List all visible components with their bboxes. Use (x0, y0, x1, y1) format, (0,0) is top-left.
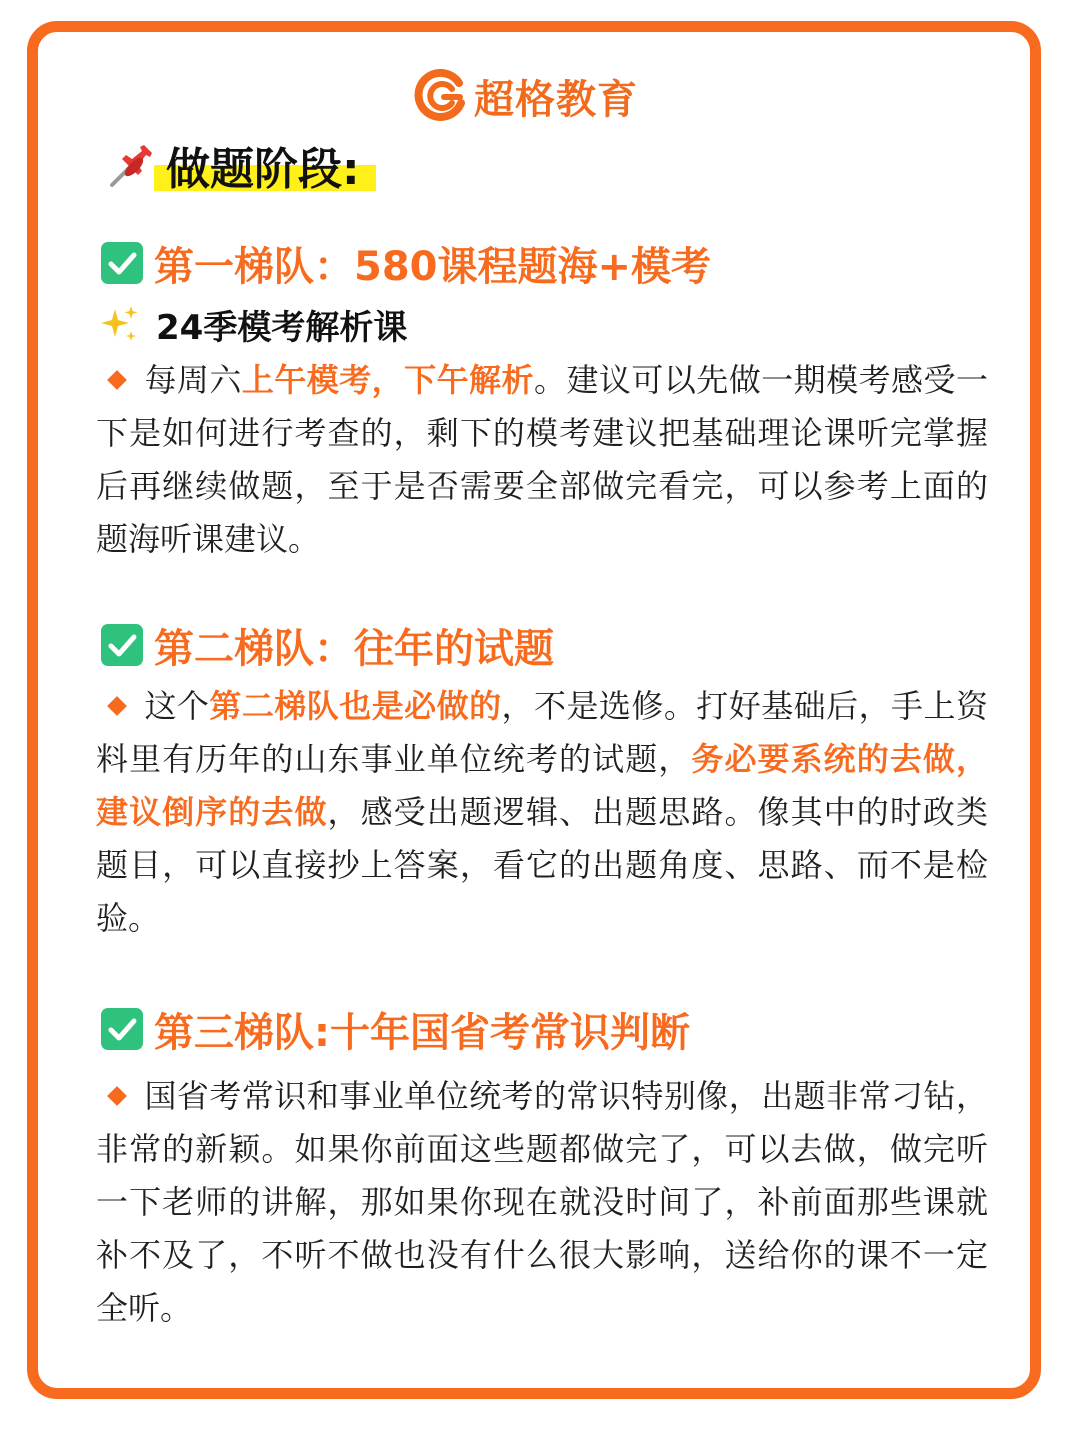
paragraph-highlight: 务必要系统的去做，建议倒序的去做 (96, 740, 988, 831)
checkmark-icon (100, 241, 144, 285)
paragraph-text: ，感受出题逻辑、出题思路。像其中的时政类题目，可以直接抄上答案，看它的出题角度、思路、而不是检验。 (96, 793, 988, 937)
paragraph-text: 这个 (144, 687, 210, 725)
paragraph-text: ，不是选修。打好基础后，手上资料里有历年的山东事业单位统考的试题， (96, 687, 988, 778)
section-3-paragraph (96, 1070, 988, 1335)
section-1-title (100, 234, 711, 292)
paragraph-highlight: 第二梯队也是必做的 (209, 687, 502, 725)
page-heading (104, 130, 360, 200)
section-2-title (100, 616, 554, 674)
brand-name: 超格教育 (474, 76, 638, 123)
section-1-paragraph (96, 354, 988, 566)
section-3-title (100, 1000, 690, 1058)
brand-header (414, 66, 638, 126)
paragraph-text: 。建议可以先做一期模考感受一下是如何进行考查的，剩下的模考建议把基础理论课听完掌握后再继续做题，至于是否需要全部做完看完，可以参考上面的题海听课建议。 (96, 361, 988, 558)
subtitle-text: 24季模考解析课 (156, 307, 408, 348)
paragraph-highlight: 上午模考，下午解析 (241, 361, 534, 399)
section-title-text: 第二梯队：往年的试题 (154, 625, 554, 672)
checkmark-icon (100, 1007, 144, 1051)
paragraph-text: 每周六 (144, 361, 242, 399)
page-title: 做题阶段: (166, 144, 360, 195)
diamond-bullet-icon (107, 1086, 127, 1106)
diamond-bullet-icon (107, 370, 127, 390)
section-title-text: 第三梯队:十年国省考常识判断 (154, 1009, 690, 1056)
diamond-bullet-icon (107, 696, 127, 716)
brand-logo-icon (414, 69, 468, 123)
sparkles-icon (98, 303, 140, 345)
checkmark-icon (100, 623, 144, 667)
paragraph-text: 国省考常识和事业单位统考的常识特别像，出题非常刁钻，非常的新颖。如果你前面这些题都做完了，可以去做，做完听一下老师的讲解，那如果你现在就没时间了，补前面那些课就补不及了，不听不做也没有什么很大影响，送给你的课不一定全听。 (96, 1077, 988, 1327)
section-title-text: 第一梯队：580课程题海+模考 (154, 243, 712, 290)
pushpin-icon (104, 137, 160, 193)
section-2-paragraph (96, 680, 988, 945)
section-1-subtitle (98, 300, 407, 348)
